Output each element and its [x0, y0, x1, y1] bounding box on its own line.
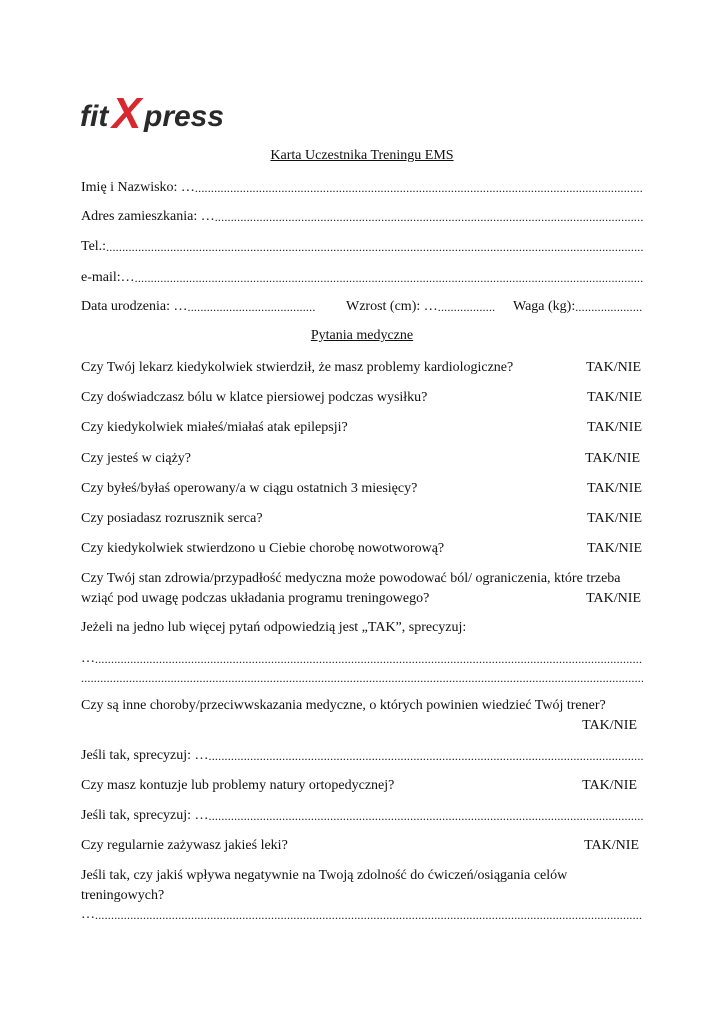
- ellipsis-prefix: …: [81, 651, 95, 666]
- question-text: Czy doświadczasz bólu w klatce piersiowej podczas wysiłku?: [81, 390, 428, 405]
- medication-specify-line[interactable]: [81, 905, 643, 925]
- email-label: e-mail:…: [81, 270, 135, 285]
- yes-no-answer[interactable]: TAK/NIE: [586, 360, 641, 375]
- question-row-multiline: [81, 696, 643, 736]
- if-yes-dots: [209, 746, 643, 766]
- question-text: Czy byłeś/byłaś operowany/a w ciągu ostatnich 3 miesięcy?: [81, 481, 418, 496]
- if-yes-specify-field[interactable]: [81, 746, 643, 766]
- specify-dots: [81, 668, 643, 688]
- name-dots: [195, 178, 643, 198]
- question-text: Czy masz kontuzje lub problemy natury ortopedycznej?: [81, 778, 395, 793]
- birth-height-weight-row: [81, 297, 643, 317]
- medication-dots: [95, 905, 643, 925]
- question-row: [81, 358, 641, 378]
- specify-line-2[interactable]: [81, 668, 643, 688]
- logo-press-text: press: [144, 100, 225, 133]
- fitxpress-logo-graphic: [80, 82, 230, 136]
- yes-no-answer[interactable]: TAK/NIE: [587, 420, 642, 435]
- ellipsis-prefix: …: [81, 907, 95, 922]
- yes-no-answer[interactable]: TAK/NIE: [586, 591, 641, 606]
- yes-no-answer[interactable]: TAK/NIE: [587, 511, 642, 526]
- weight-dots: [575, 297, 643, 317]
- yes-no-answer[interactable]: TAK/NIE: [587, 390, 642, 405]
- email-field[interactable]: [81, 268, 643, 288]
- question-text: Czy regularnie zażywasz jakieś leki?: [81, 838, 288, 853]
- yes-no-answer[interactable]: TAK/NIE: [587, 541, 642, 556]
- name-label: Imię i Nazwisko: …: [81, 180, 195, 195]
- birth-field[interactable]: [81, 297, 316, 317]
- question-row: [81, 449, 640, 469]
- specify-dots: [95, 649, 643, 669]
- logo-fit-text: fit: [80, 100, 109, 133]
- birth-dots: [188, 297, 316, 317]
- if-yes-dots: [209, 806, 643, 826]
- birth-label: Data urodzenia: …: [81, 299, 188, 314]
- if-yes-label: Jeśli tak, sprecyzuj: …: [81, 808, 209, 823]
- question-row-multiline: Jeśli tak, czy jakiś wpływa negatywnie na Twoją zdolność do ćwiczeń/osiągania celów treningowych?: [81, 868, 568, 903]
- height-dots: [438, 297, 496, 317]
- question-text: Czy jesteś w ciąży?: [81, 451, 192, 466]
- question-text: Czy Twój stan zdrowia/przypadłość medyczna może powodować ból/ ograniczenia, które trzeba wziąć pod uwagę podczas układania programu treningowego?: [81, 571, 621, 606]
- phone-dots: [106, 237, 643, 257]
- question-row-multiline: [81, 569, 641, 609]
- yes-no-answer[interactable]: TAK/NIE: [584, 838, 639, 853]
- question-row: [81, 776, 637, 796]
- logo-x-text: X: [112, 89, 142, 136]
- height-label: Wzrost (cm): …: [346, 299, 438, 314]
- specify-instruction: Jeżeli na jedno lub więcej pytań odpowiedzią jest „TAK”, sprecyzuj:: [81, 620, 467, 635]
- specify-line-1[interactable]: [81, 649, 643, 669]
- question-text: Czy kiedykolwiek stwierdzono u Ciebie chorobę nowotworową?: [81, 541, 445, 556]
- question-text: Czy są inne choroby/przeciwwskazania medyczne, o których powinien wiedzieć Twój trener?: [81, 698, 606, 713]
- question-text: Czy kiedykolwiek miałeś/miałaś atak epilepsji?: [81, 420, 348, 435]
- address-label: Adres zamieszkania: …: [81, 209, 215, 224]
- fitxpress-logo: [80, 82, 230, 136]
- question-row: [81, 509, 642, 529]
- email-dots: [135, 268, 643, 288]
- phone-label: Tel.:: [81, 239, 107, 254]
- name-field[interactable]: [81, 178, 643, 198]
- address-field[interactable]: [81, 207, 643, 227]
- form-title: Karta Uczestnika Treningu EMS: [270, 148, 454, 163]
- yes-no-answer[interactable]: TAK/NIE: [582, 778, 637, 793]
- question-row: [81, 479, 642, 499]
- question-row: [81, 388, 642, 408]
- question-text: Czy posiadasz rozrusznik serca?: [81, 511, 263, 526]
- address-dots: [215, 207, 643, 227]
- if-yes-specify-field[interactable]: [81, 806, 643, 826]
- weight-field[interactable]: [513, 297, 643, 317]
- if-yes-label: Jeśli tak, sprecyzuj: …: [81, 748, 209, 763]
- height-field[interactable]: [346, 297, 496, 317]
- question-row: [81, 418, 642, 438]
- question-row: [81, 836, 639, 856]
- phone-field[interactable]: [81, 237, 643, 257]
- yes-no-answer[interactable]: TAK/NIE: [585, 451, 640, 466]
- question-row: [81, 539, 642, 559]
- yes-no-answer[interactable]: TAK/NIE: [587, 481, 642, 496]
- weight-label: Waga (kg):: [513, 299, 576, 314]
- section-title: Pytania medyczne: [310, 328, 414, 343]
- yes-no-answer[interactable]: TAK/NIE: [582, 718, 637, 733]
- question-text: Czy Twój lekarz kiedykolwiek stwierdził, że masz problemy kardiologiczne?: [81, 360, 514, 375]
